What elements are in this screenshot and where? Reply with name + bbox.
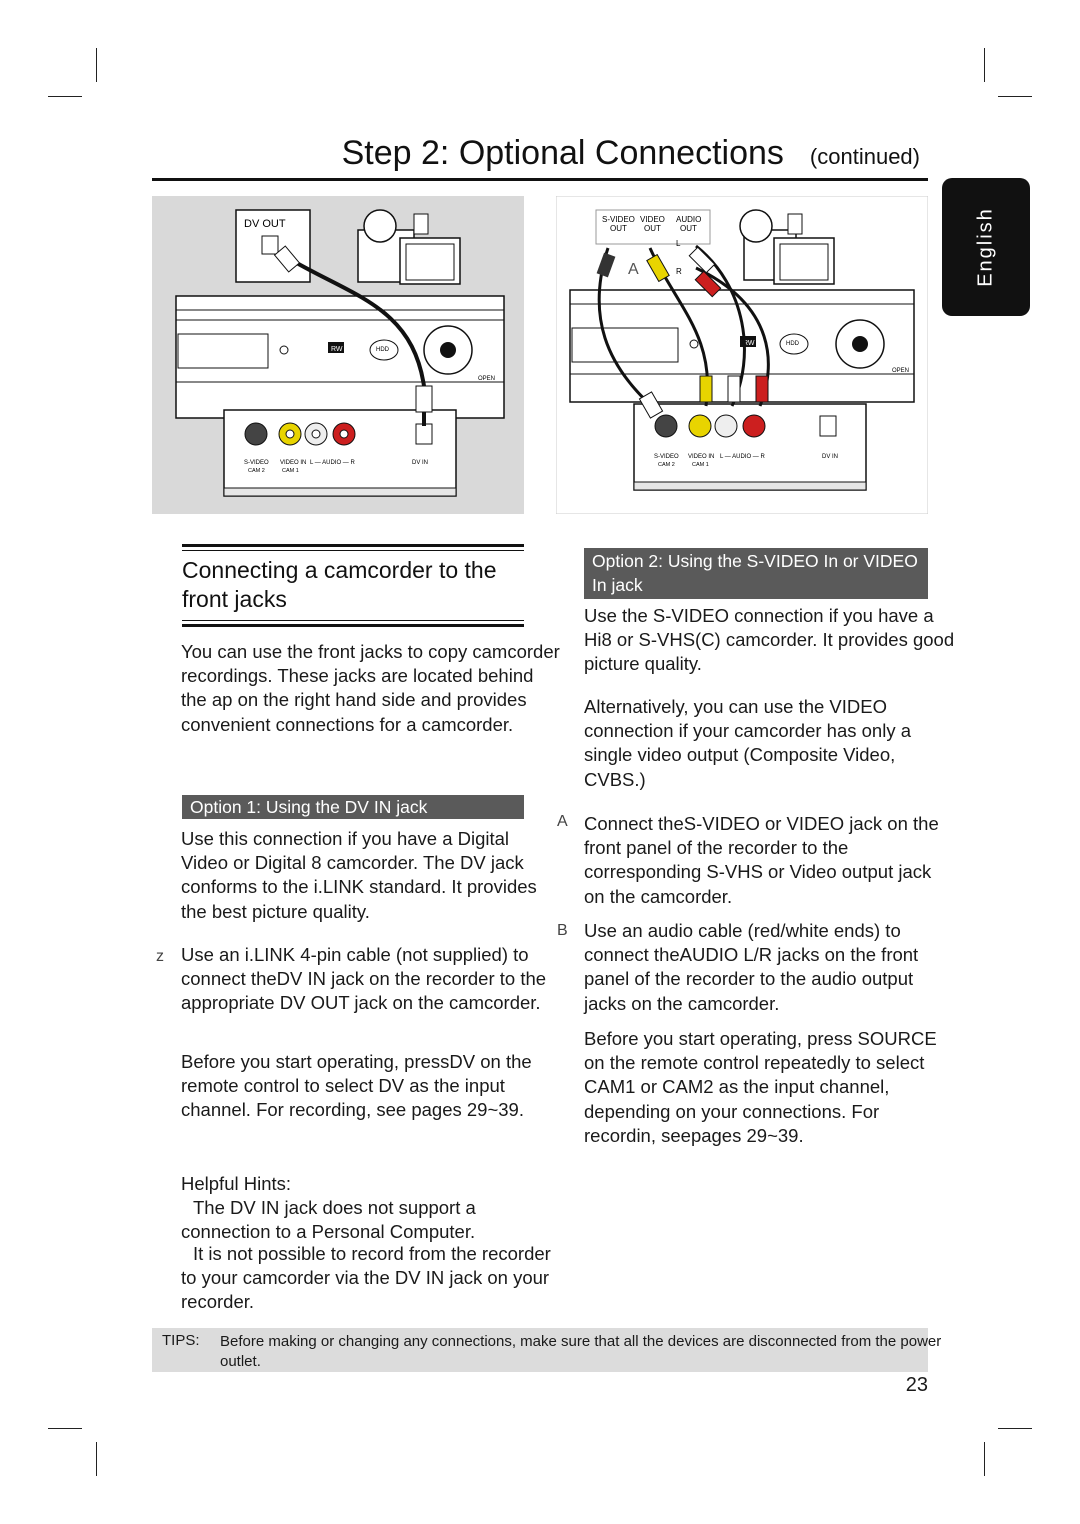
title-continued: (continued) [809,144,920,169]
option2-title: Option 2: Using the S-VIDEO In or VIDEO In jack [584,548,928,599]
jack-cam2-label: CAM 2 [658,462,675,468]
jack-videoin-label: VIDEO IN [280,460,307,466]
video-out-sub: OUT [644,224,661,233]
tips-label: TIPS: [162,1332,200,1349]
svideo-video-connection-diagram [556,196,928,514]
step-a-marker: A [557,813,568,830]
section-rule-bottom [182,620,524,621]
crop-mark [984,48,985,82]
step-a-text: Connect theS-VIDEO or VIDEO jack on the front panel of the recorder to the corresponding S-VHS or Video output jack on the camcorder. [584,813,939,907]
dv-connection-diagram [152,196,524,514]
crop-mark [96,48,97,82]
audio-out-sub: OUT [680,224,697,233]
hdd-badge: HDD [376,347,389,353]
jack-svideo-label: S-VIDEO [244,460,269,466]
option1-body: Use this connection if you have a Digital Video or Digital 8 camcorder. The DV jack conforms to the i.LINK standard. It provides the best picture quality. [181,828,537,922]
option2-paragraph-2: Alternatively, you can use the VIDEO connection if your camcorder has only a single video output (Composite Video, CVBS.) [584,696,912,790]
jack-cam1-label: CAM 1 [692,462,709,468]
audio-out-label: AUDIO [676,215,702,224]
before-operating-text: Before you start operating, pressDV on the remote control to select DV as the input channel. For recording, see pages 29~39. [181,1051,532,1121]
hdd-badge: HDD [786,341,799,347]
page-number: 23 [905,1374,928,1396]
section-heading: Connecting a camcorder to the front jacks [182,557,497,612]
crop-mark [998,96,1032,97]
svideo-out-label: S-VIDEO [602,215,635,224]
step-text: Use an i.LINK 4-pin cable (not supplied) to connect theDV IN jack on the recorder to the appropriate DV OUT jack on the camcorder. [181,944,547,1014]
crop-mark [96,1442,97,1476]
rw-badge: RW [331,346,343,353]
option1-title: Option 1: Using the DV IN jack [182,795,524,819]
jack-svideo-label: S-VIDEO [654,454,679,460]
crop-mark [984,1442,985,1476]
step-bullet: z [156,948,164,965]
marker-a: A [628,261,639,278]
option2-paragraph-1: Use the S-VIDEO connection if you have a Hi8 or S-VHS(C) camcorder. It provides good picture quality. [584,605,955,675]
right-before-operating-text: Before you start operating, press SOURCE on the remote control repeatedly to select CAM1 or CAM2 as the input channel, depending on your connections. For recordin, seepages 29~39. [584,1028,937,1146]
dv-out-label: DV OUT [244,218,286,230]
step-b-marker: B [557,922,568,939]
r-label: R [676,267,682,276]
title-rule [152,178,928,181]
hint-2: It is not possible to record from the recorder to your camcorder via the DV IN jack on your recorder. [181,1243,551,1313]
hints-title: Helpful Hints: [181,1173,292,1194]
tips-text: Before making or changing any connections, make sure that all the devices are disconnected from the power outlet. [220,1333,942,1370]
crop-mark [998,1428,1032,1429]
video-out-label: VIDEO [640,215,665,224]
open-label: OPEN [892,368,910,374]
jack-videoin-label: VIDEO IN [688,454,715,460]
section-rule-bottom-thick [182,624,524,627]
language-label: English [974,207,997,287]
jack-cam2-label: CAM 2 [248,468,265,474]
title-text: Step 2: Optional Connections [341,134,784,172]
page-title [150,132,920,178]
jack-cam1-label: CAM 1 [282,468,299,474]
intro-paragraph: You can use the front jacks to copy camcorder recordings. These jacks are located behind the ap on the right hand side and provides convenient connections for a camcorder. [181,641,560,735]
section-rule-top-thin [182,550,524,551]
jack-audio-label: L — AUDIO — R [720,454,765,460]
jack-audio-label: L — AUDIO — R [310,460,355,466]
crop-mark [48,1428,82,1429]
open-label: OPEN [478,376,496,382]
jack-dvin-label: DV IN [412,460,429,466]
language-tab [942,178,1030,316]
section-rule-top [182,544,524,547]
svideo-out-sub: OUT [610,224,627,233]
hint-1: The DV IN jack does not support a connection to a Personal Computer. [181,1197,476,1243]
step-b-text: Use an audio cable (red/white ends) to connect theAUDIO L/R jacks on the front panel of the recorder to the audio output jacks on the camcorder. [584,920,919,1014]
jack-dvin-label: DV IN [822,454,839,460]
l-label: L [676,239,681,248]
rw-badge: RW [743,340,755,347]
tips-box [152,1328,942,1372]
crop-mark [48,96,82,97]
